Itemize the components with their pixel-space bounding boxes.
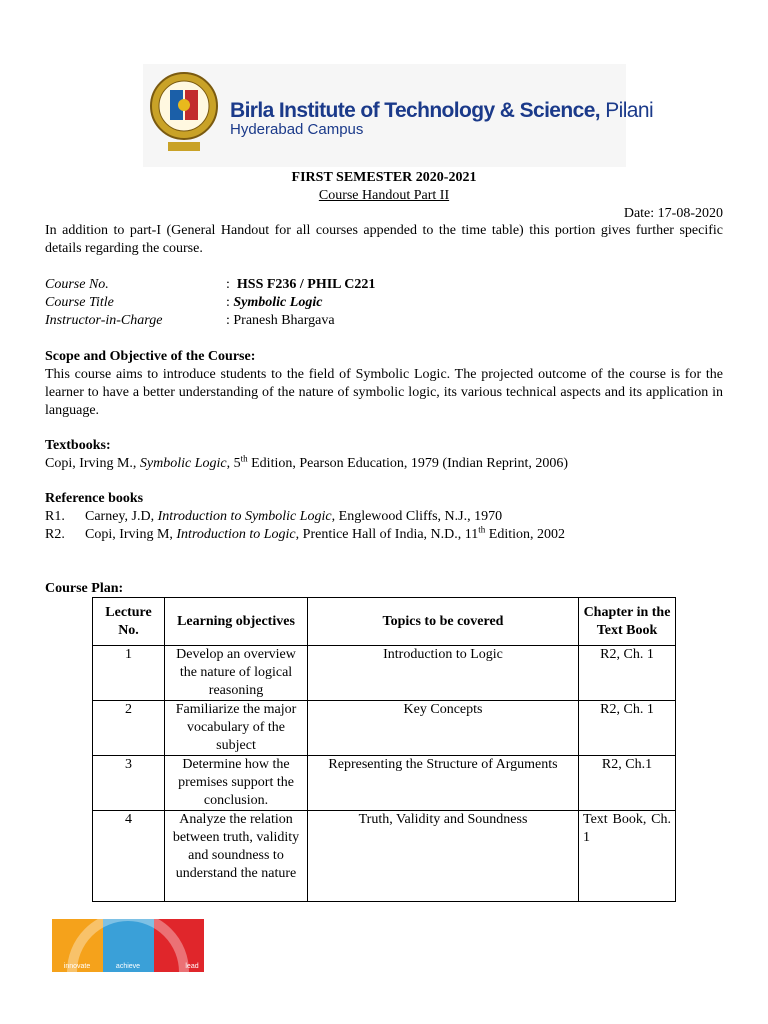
lecture-no-cell: 3 (93, 756, 165, 811)
reference-heading: Reference books (45, 491, 144, 506)
institution-name: Birla Institute of Technology & Science, Pilani (230, 99, 654, 122)
lecture-no-cell: 1 (93, 646, 165, 701)
course-plan-heading: Course Plan: (45, 581, 124, 596)
footer-word: innovate (63, 963, 91, 970)
scope-heading: Scope and Objective of the Course: (45, 349, 256, 364)
objective-cell: Familiarize the major vocabulary of the subject (165, 701, 308, 756)
instructor-value: : Pranesh Bhargava (226, 313, 335, 328)
lecture-no-cell: 2 (93, 701, 165, 756)
chapter-cell: Text Book, Ch. 1 (579, 811, 676, 902)
table-row (93, 701, 676, 756)
column-header: Learning objectives (165, 598, 308, 646)
topic-cell: Key Concepts (308, 701, 579, 756)
objective-cell: Analyze the relation between truth, validity and soundness to understand the nature (165, 811, 308, 902)
footer-word: achieve (115, 963, 141, 970)
course-plan-table (92, 597, 676, 902)
chapter-cell: R2, Ch. 1 (579, 646, 676, 701)
intro-paragraph: In addition to part-I (General Handout for all courses appended to the time table) this portion gives further specific details regarding the course. (45, 223, 723, 256)
reference-item: R2. Copi, Irving M, Introduction to Logic, Prentice Hall of India, N.D., 11th Edition, 2002 (45, 524, 566, 542)
reference-item: R1. Carney, J.D, Introduction to Symbolic Logic, Englewood Cliffs, N.J., 1970 (45, 509, 503, 524)
footer-word: lead (185, 963, 199, 970)
handout-subtitle: Course Handout Part II (318, 188, 450, 203)
instructor-label: Instructor-in-Charge (45, 313, 163, 328)
topic-cell: Truth, Validity and Soundness (308, 811, 579, 902)
table-header-row (93, 598, 676, 646)
course-no-label: Course No. (45, 277, 109, 292)
column-header: Chapter in the Text Book (579, 598, 676, 646)
lecture-no-cell: 4 (93, 811, 165, 902)
semester-heading: FIRST SEMESTER 2020-2021 (291, 170, 477, 185)
chapter-cell: R2, Ch.1 (579, 756, 676, 811)
chapter-cell: R2, Ch. 1 (579, 701, 676, 756)
scope-paragraph: This course aims to introduce students to the field of Symbolic Logic. The projected outcome of the course is for the learner to have a better understanding of the nature of symbolic logic, its various technical aspects and its application in language. (45, 367, 723, 418)
column-header: Lecture No. (93, 598, 165, 646)
column-header: Topics to be covered (308, 598, 579, 646)
table-row (93, 756, 676, 811)
course-title-label: Course Title (45, 295, 114, 310)
objective-cell: Determine how the premises support the conclusion. (165, 756, 308, 811)
handout-date: Date: 17-08-2020 (623, 206, 723, 221)
textbooks-heading: Textbooks: (45, 438, 111, 453)
objective-cell: Develop an overview the nature of logical reasoning (165, 646, 308, 701)
table-row (93, 646, 676, 701)
course-no-value: : HSS F236 / PHIL C221 (226, 277, 376, 292)
innovate-achieve-lead-logo (52, 919, 204, 972)
table-row (93, 811, 676, 902)
institution-seal-icon (148, 68, 220, 162)
institution-campus: Hyderabad Campus (230, 121, 364, 138)
textbook-entry: Copi, Irving M., Symbolic Logic, 5th Edition, Pearson Education, 1979 (Indian Reprint, 2006) (45, 453, 569, 471)
topic-cell: Introduction to Logic (308, 646, 579, 701)
topic-cell: Representing the Structure of Arguments (308, 756, 579, 811)
course-title-value: : Symbolic Logic (226, 295, 323, 310)
